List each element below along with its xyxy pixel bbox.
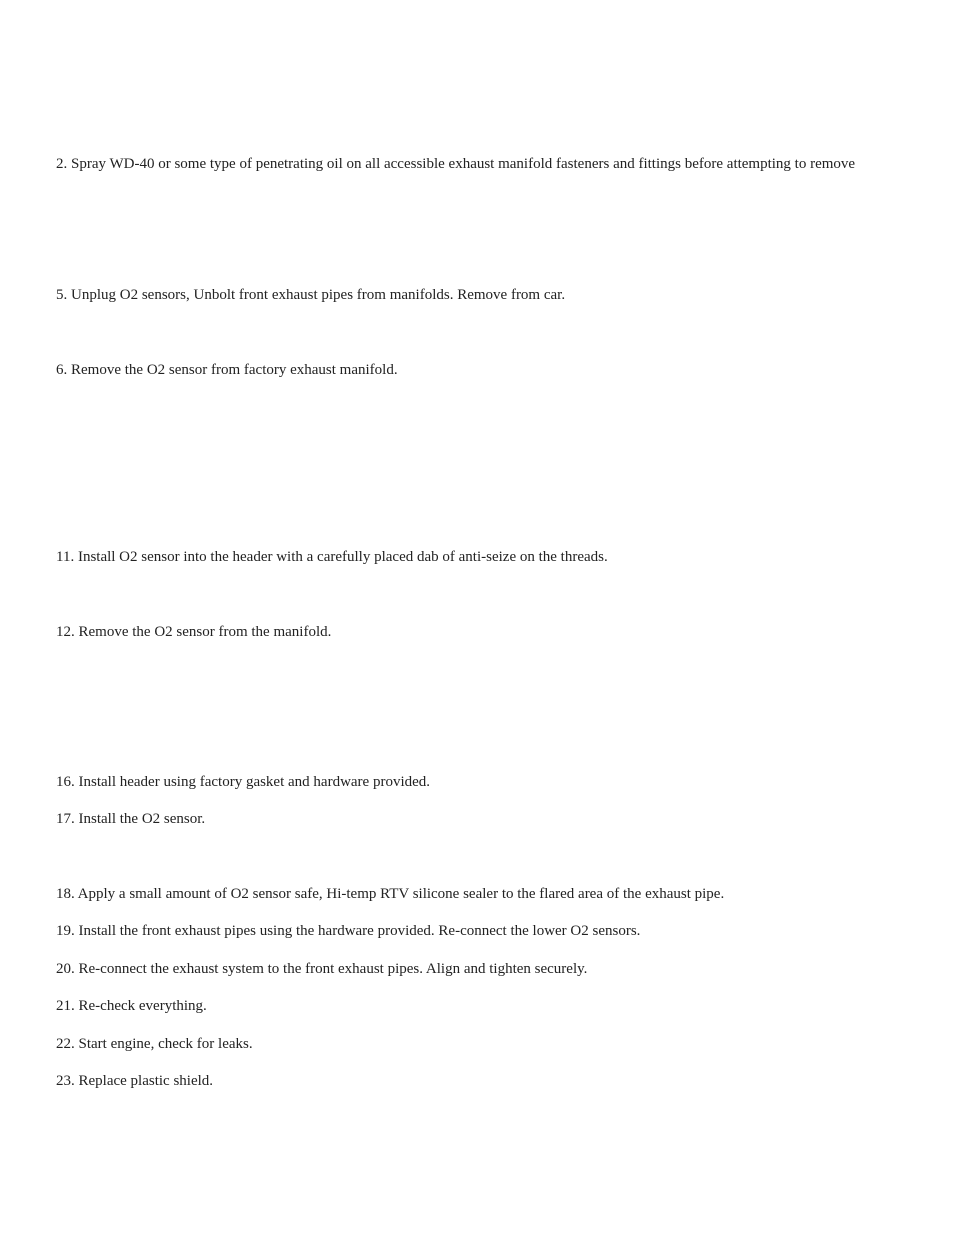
step-19: 19. Install the front exhaust pipes using the hardware provided. Re-connect the lower O2 sensors. xyxy=(56,923,641,939)
step-23: 23. Replace plastic shield. xyxy=(56,1073,214,1089)
step-12: 12. Remove the O2 sensor from the manifold. xyxy=(56,624,332,640)
step-17: 17. Install the O2 sensor. xyxy=(56,811,206,827)
step-22: 22. Start engine, check for leaks. xyxy=(56,1036,253,1052)
step-2: 2. Spray WD-40 or some type of penetrating oil on all accessible exhaust manifold fasteners and fittings before attempting to remove xyxy=(56,156,856,172)
step-5: 5. Unplug O2 sensors, Unbolt front exhaust pipes from manifolds. Remove from car. xyxy=(56,287,566,303)
step-20: 20. Re-connect the exhaust system to the front exhaust pipes. Align and tighten securely. xyxy=(56,961,588,977)
step-6: 6. Remove the O2 sensor from factory exhaust manifold. xyxy=(56,362,398,378)
step-11: 11. Install O2 sensor into the header with a carefully placed dab of anti-seize on the threads. xyxy=(56,549,608,565)
step-18: 18. Apply a small amount of O2 sensor safe, Hi-temp RTV silicone sealer to the flared area of the exhaust pipe. xyxy=(56,886,725,902)
step-21: 21. Re-check everything. xyxy=(56,998,207,1014)
step-16: 16. Install header using factory gasket and hardware provided. xyxy=(56,774,431,790)
